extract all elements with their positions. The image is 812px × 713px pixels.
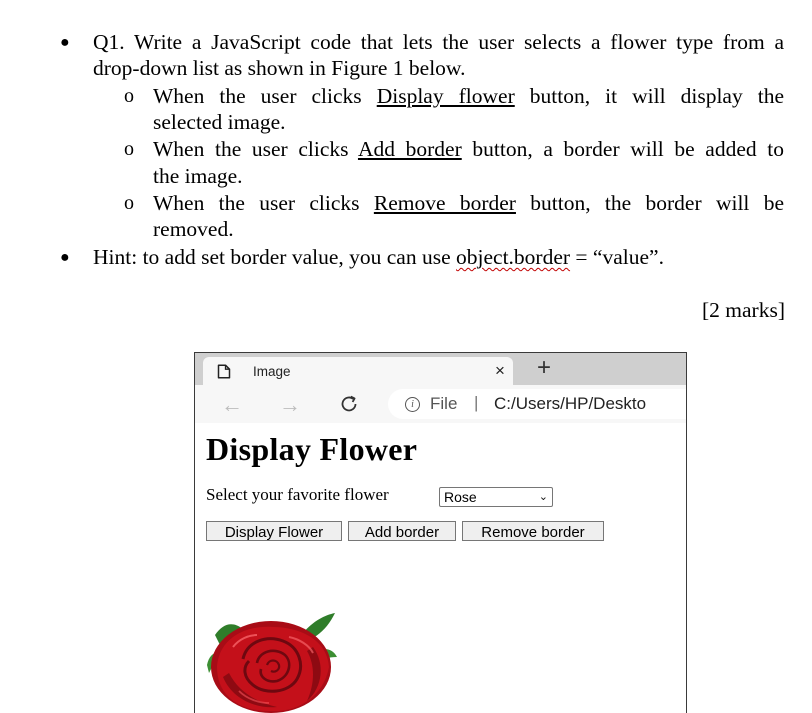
page-heading: Display Flower	[206, 431, 418, 467]
sub1-post: button, it will display the	[529, 84, 785, 108]
browser-nav-bar	[195, 385, 686, 423]
hint-line	[93, 244, 664, 270]
display-flower-button[interactable]: Display Flower	[206, 521, 342, 541]
sub-bullet-3-line-2: removed.	[153, 217, 234, 241]
page-icon	[217, 364, 231, 379]
info-icon[interactable]: i	[405, 397, 420, 412]
url-scheme: File	[430, 394, 458, 413]
close-icon[interactable]: ×	[495, 361, 505, 380]
sub1-underlined: Display flower	[376, 84, 515, 108]
sub2-underlined: Add border	[357, 137, 462, 161]
tab-title: Image	[253, 364, 291, 379]
browser-tab-bar	[195, 353, 686, 385]
reload-icon[interactable]	[338, 393, 360, 415]
url-separator: |	[474, 393, 479, 412]
chevron-down-icon: ⌄	[538, 491, 548, 503]
address-bar[interactable]	[388, 389, 686, 419]
sub2-post: button, a border will be added to	[472, 137, 784, 161]
sub3-underlined: Remove border	[373, 191, 516, 215]
q1-line-1: Q1. Write a JavaScript code that lets the user selects a flower type from a	[93, 30, 784, 54]
browser-page-content	[195, 423, 686, 713]
sub1-pre: When the user clicks	[153, 84, 362, 108]
sub-bullet-1-line-2: selected image.	[153, 110, 286, 134]
select-label: Select your favorite flower	[206, 485, 389, 504]
new-tab-icon[interactable]: +	[537, 354, 552, 381]
url-path: C:/Users/HP/Deskto	[494, 394, 647, 413]
sub3-post: button, the border will be	[530, 191, 785, 215]
hint-post: = “value”.	[575, 245, 664, 269]
sub-bullet-2-line-2: the image.	[153, 164, 243, 188]
figure-browser-window	[194, 352, 687, 713]
sub2-pre: When the user clicks	[153, 137, 349, 161]
hint-code: object.border	[456, 245, 571, 269]
sub-bullet-marker: o	[124, 192, 134, 214]
q1-line-2: drop-down list as shown in Figure 1 below.	[93, 56, 466, 80]
bullet-dot: ●	[60, 249, 70, 266]
forward-arrow-icon[interactable]: →	[279, 392, 301, 417]
sub-bullet-3-line-1	[153, 190, 784, 216]
sub-bullet-1-line-1	[153, 83, 784, 109]
flower-select[interactable]	[439, 487, 553, 507]
marks-label: [2 marks]	[702, 298, 785, 322]
sub-bullet-marker: o	[124, 85, 134, 107]
bullet-dot: ●	[60, 34, 70, 51]
add-border-button[interactable]: Add border	[348, 521, 456, 541]
remove-border-button[interactable]: Remove border	[462, 521, 604, 541]
flower-select-value: Rose	[444, 489, 477, 505]
back-arrow-icon[interactable]: ←	[221, 392, 243, 417]
sub-bullet-marker: o	[124, 138, 134, 160]
hint-pre: Hint: to add set border value, you can use	[93, 245, 451, 269]
rose-flower-image	[203, 607, 339, 713]
sub3-pre: When the user clicks	[153, 191, 360, 215]
sub-bullet-2-line-1	[153, 136, 784, 162]
browser-tab[interactable]	[203, 357, 513, 385]
